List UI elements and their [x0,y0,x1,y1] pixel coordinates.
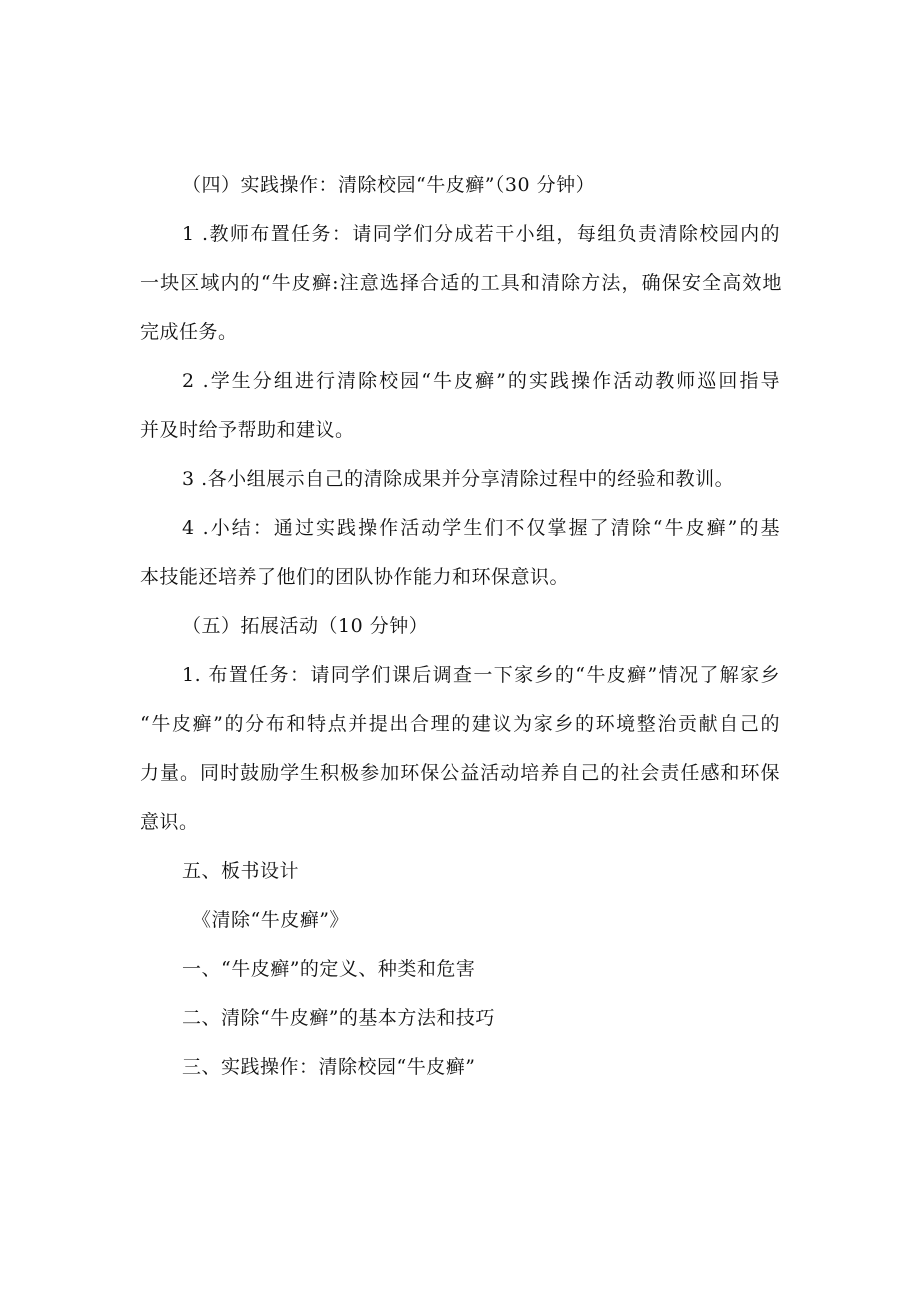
extension-line-2: “牛皮癣”的分布和特点并提出合理的建议为家乡的环境整治贡献自己的 [140,713,780,735]
item-2-line-1: 2 .学生分组进行清除校园“牛皮癣”的实践操作活动教师巡回指导 [182,370,780,392]
board-design-heading: 五、板书设计 [182,860,300,882]
section-4-heading: （四）实践操作：清除校园“牛皮癣”（30 分钟） [182,174,596,196]
item-1-line-2: 一块区域内的“牛皮癣:注意选择合适的工具和清除方法，确保安全高效地 [140,272,782,294]
item-2-line-2: 并及时给予帮助和建议。 [140,419,355,441]
item-1-line-3: 完成任务。 [140,321,238,343]
item-3-line-1: 3 .各小组展示自己的清除成果并分享清除过程中的经验和教训。 [182,468,735,490]
section-5-heading: （五）拓展活动（10 分钟） [182,615,429,637]
extension-line-1: 1. 布置任务：请同学们课后调查一下家乡的“牛皮癣”情况了解家乡 [182,664,780,686]
board-item-3: 三、实践操作：清除校园“牛皮癣” [182,1056,476,1078]
extension-line-4: 意识。 [140,811,199,833]
item-4-line-2: 本技能还培养了他们的团队协作能力和环保意识。 [140,566,570,588]
item-1-line-1: 1 .教师布置任务：请同学们分成若干小组，每组负责清除校园内的 [182,223,780,245]
item-4-line-1: 4 .小结：通过实践操作活动学生们不仅掌握了清除“牛皮癣”的基 [182,517,780,539]
board-item-2: 二、清除“牛皮癣”的基本方法和技巧 [182,1007,495,1029]
board-title: 《清除“牛皮癣”》 [192,909,349,931]
extension-line-3: 力量。同时鼓励学生积极参加环保公益活动培养自己的社会责任感和环保 [140,762,780,784]
board-item-1: 一、“牛皮癣”的定义、种类和危害 [182,958,476,980]
